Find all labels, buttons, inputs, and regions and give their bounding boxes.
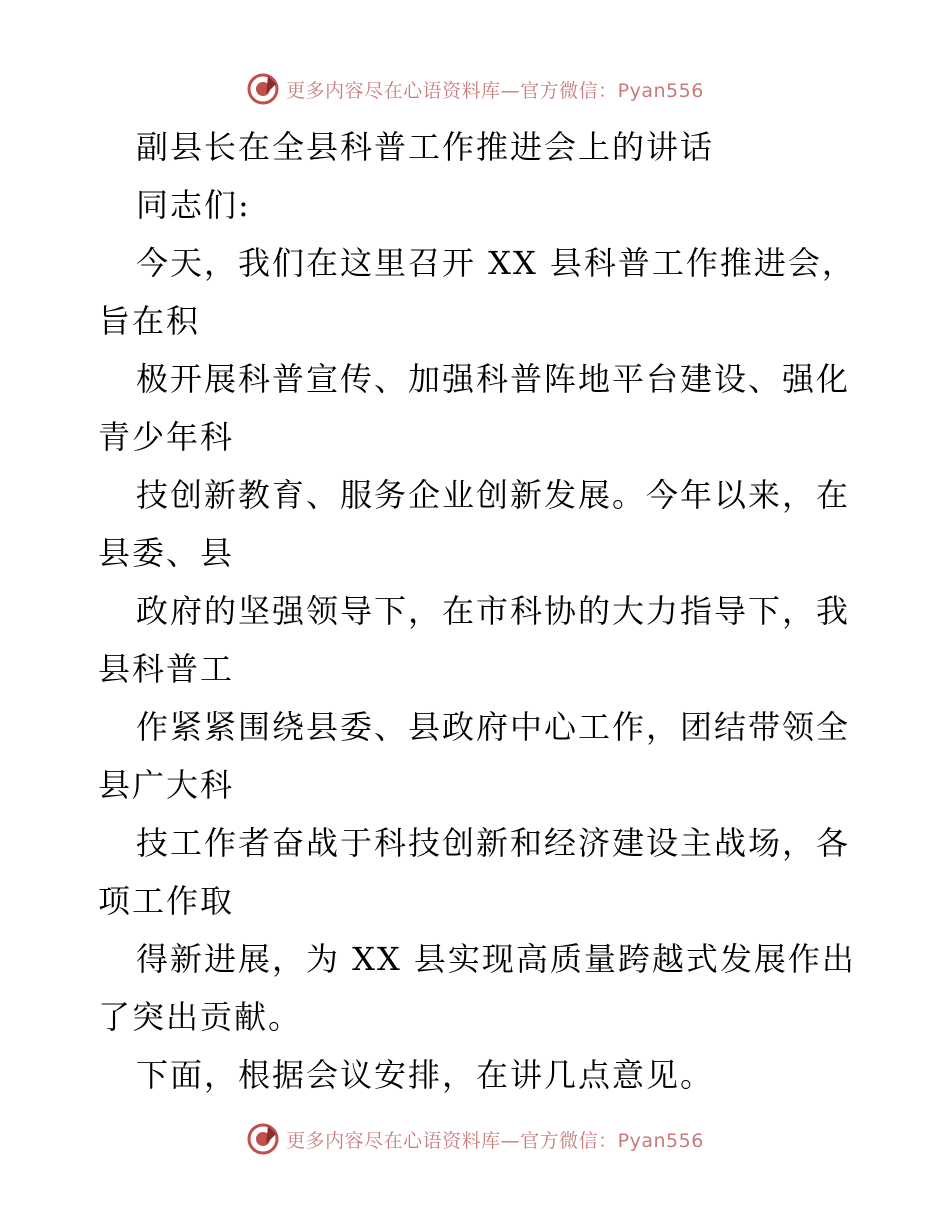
watermark-text: 更多内容尽在心语资料库—官方微信：Pyan556 (286, 1129, 704, 1152)
body-line: 今天，我们在这里召开 XX 县科普工作推进会， (136, 244, 856, 282)
body-line: 技工作者奋战于科技创新和经济建设主战场，各 (136, 824, 851, 862)
body-line: 项工作取 (98, 882, 235, 920)
body-line: 下面，根据会议安排，在讲几点意见。 (136, 1056, 715, 1094)
body-line: 作紧紧围绕县委、县政府中心工作，团结带领全 (136, 708, 851, 746)
body-line: 得新进展，为 XX 县实现高质量跨越式发展作出 (136, 940, 856, 978)
watermark-text: 更多内容尽在心语资料库—官方微信：Pyan556 (286, 79, 704, 102)
logo-icon (246, 72, 280, 106)
body-line: 技创新教育、服务企业创新发展。今年以来，在 (136, 476, 851, 514)
body-line: 县委、县 (98, 534, 235, 572)
document-title: 副县长在全县科普工作推进会上的讲话 (136, 128, 715, 166)
body-line: 了突出贡献。 (98, 998, 303, 1036)
body-line: 县科普工 (98, 650, 235, 688)
body-line: 旨在积 (98, 302, 201, 340)
body-line: 政府的坚强领导下，在市科协的大力指导下，我 (136, 592, 851, 630)
body-line: 极开展科普宣传、加强科普阵地平台建设、强化 (136, 360, 851, 398)
document-body (98, 118, 858, 1104)
body-line: 县广大科 (98, 766, 235, 804)
logo-icon (246, 1122, 280, 1156)
body-line: 青少年科 (98, 418, 235, 456)
watermark-footer (0, 1122, 950, 1156)
document-greeting: 同志们: (136, 186, 251, 224)
watermark-header (0, 72, 950, 106)
